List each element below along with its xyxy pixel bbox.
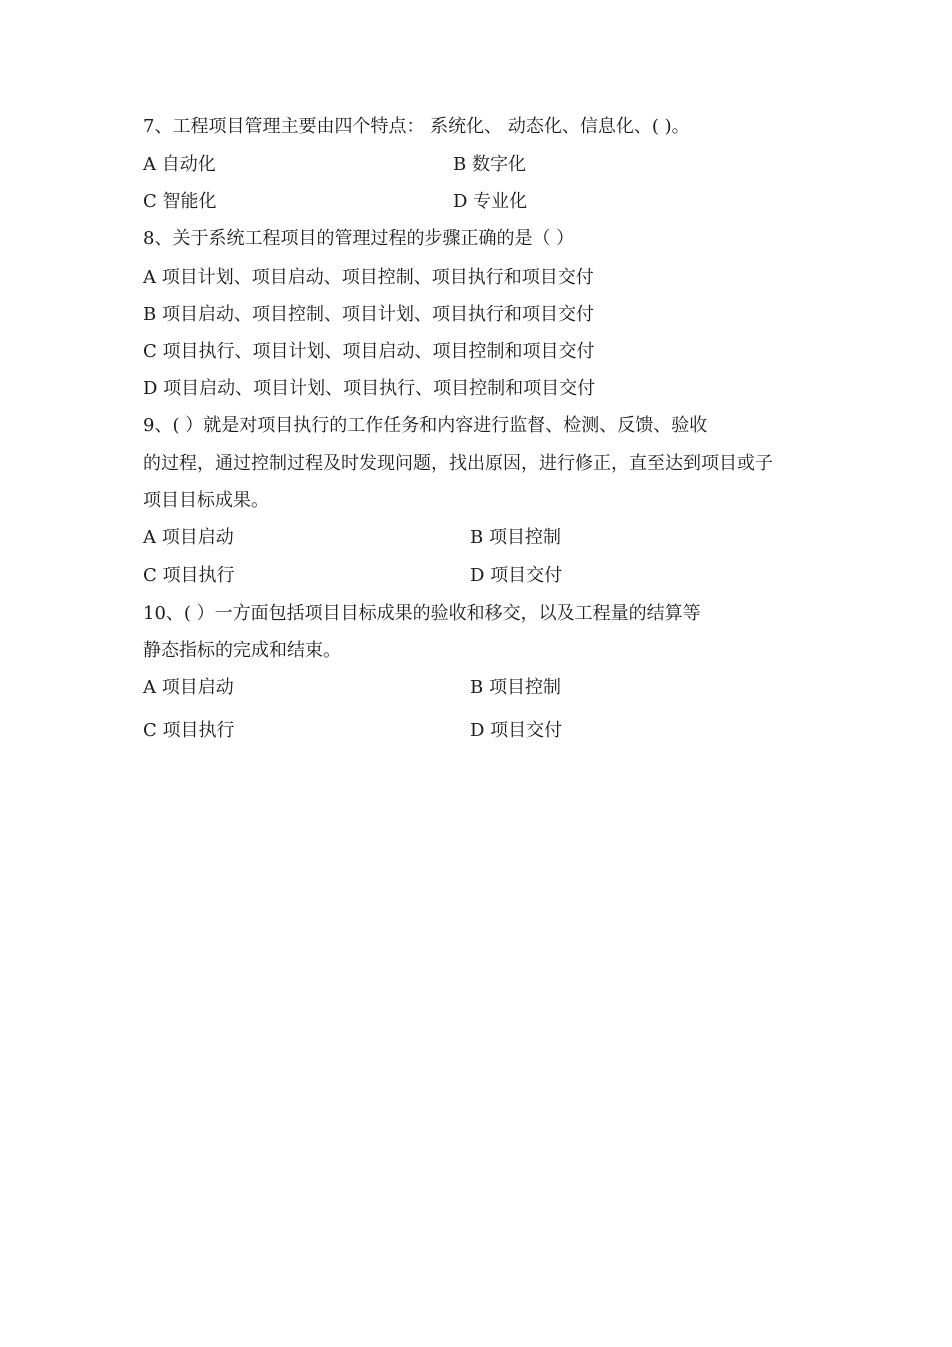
question-10-stem-line-1: 10、( ）一方面包括项目目标成果的验收和移交，以及工程量的结算等: [143, 603, 701, 624]
question-7-option-d: D 专业化: [453, 191, 528, 212]
question-7-stem: 7、工程项目管理主要由四个特点： 系统化、 动态化、信息化、( )。: [143, 116, 690, 137]
question-9-stem-line-2: 的过程，通过控制过程及时发现问题，找出原因，进行修正，直至达到项目或子: [143, 453, 773, 474]
question-8-option-b: B 项目启动、项目控制、项目计划、项目执行和项目交付: [143, 304, 594, 325]
question-7-option-b: B 数字化: [453, 154, 526, 175]
question-10-option-d: D 项目交付: [470, 720, 563, 741]
question-9-option-c: C 项目执行: [143, 565, 235, 586]
question-9-option-d: D 项目交付: [470, 565, 563, 586]
question-8-option-c: C 项目执行、项目计划、项目启动、项目控制和项目交付: [143, 341, 595, 362]
question-7-option-a: A 自动化: [143, 154, 216, 175]
question-9-stem-line-1: 9、( ）就是对项目执行的工作任务和内容进行监督、检测、反馈、验收: [143, 415, 708, 436]
question-8-option-a: A 项目计划、项目启动、项目控制、项目执行和项目交付: [143, 267, 594, 288]
question-9-option-b: B 项目控制: [470, 527, 561, 548]
question-8-option-d: D 项目启动、项目计划、项目执行、项目控制和项目交付: [143, 378, 596, 399]
question-10-option-c: C 项目执行: [143, 720, 235, 741]
question-7-option-c: C 智能化: [143, 191, 217, 212]
question-9-option-a: A 项目启动: [143, 527, 234, 548]
question-10-option-b: B 项目控制: [470, 677, 561, 698]
question-10-option-a: A 项目启动: [143, 677, 234, 698]
question-8-stem: 8、关于系统工程项目的管理过程的步骤正确的是（ ）: [143, 228, 575, 249]
question-9-stem-line-3: 项目目标成果。: [143, 490, 269, 511]
question-10-stem-line-2: 静态指标的完成和结束。: [143, 640, 341, 661]
